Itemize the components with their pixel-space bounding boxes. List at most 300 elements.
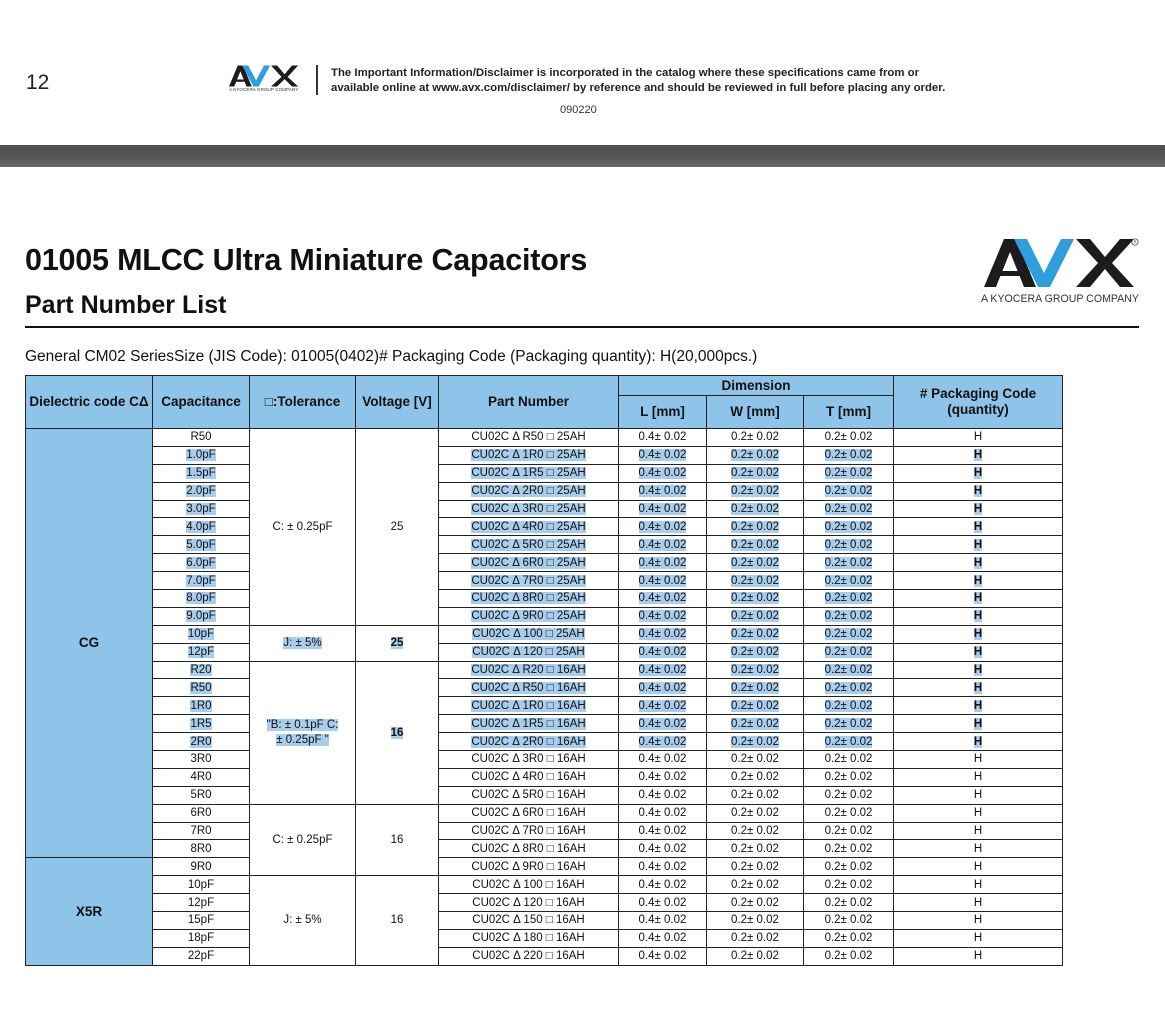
part-number-cell [439, 464, 619, 482]
selected-text: 0.4± 0.02 [638, 503, 687, 515]
dimension-w-cell: 0.2± 0.02 [707, 822, 804, 840]
part-number-cell: CU02C Δ 8R0 □ 16AH [439, 840, 619, 858]
part-number-cell [439, 625, 619, 643]
selected-text: 7.0pF [186, 574, 216, 587]
dimension-t-cell: 0.2± 0.02 [804, 768, 894, 786]
dimension-w-cell [707, 590, 804, 608]
dimension-l-cell [619, 643, 707, 661]
packaging-cell [894, 661, 1063, 679]
part-number-cell [439, 607, 619, 625]
dimension-t-cell [804, 643, 894, 661]
capacitance-cell: 3R0 [153, 751, 250, 769]
table-row [26, 947, 1063, 965]
part-number-cell: CU02C Δ 100 □ 16AH [439, 876, 619, 894]
dimension-t-cell: 0.2± 0.02 [804, 804, 894, 822]
capacitance-cell [153, 464, 250, 482]
part-number-cell [439, 661, 619, 679]
selected-text: 0.2± 0.02 [731, 556, 779, 569]
selected-text: 1.0pF [186, 449, 216, 462]
selected-text: 0.2± 0.02 [824, 592, 873, 605]
dimension-w-cell: 0.2± 0.02 [707, 768, 804, 786]
selected-text: 0.4± 0.02 [638, 628, 687, 641]
selected-text: H [973, 610, 983, 623]
dimension-l-cell: 0.4± 0.02 [619, 947, 707, 965]
selected-text: CU02C Δ R20 □ 16AH [471, 664, 586, 677]
part-number-cell: CU02C Δ 3R0 □ 16AH [439, 751, 619, 769]
dimension-t-cell: 0.2± 0.02 [804, 840, 894, 858]
selected-text: 0.4± 0.02 [638, 717, 687, 730]
table-row [26, 840, 1063, 858]
dimension-t-cell [804, 482, 894, 500]
table-row [26, 822, 1063, 840]
part-number-cell: CU02C Δ R50 □ 25AH [439, 429, 619, 447]
header-dielectric: Dielectric code CΔ [26, 376, 153, 429]
part-number-cell: CU02C Δ 6R0 □ 16AH [439, 804, 619, 822]
selected-text: 25 [390, 637, 404, 650]
dimension-w-cell [707, 733, 804, 751]
part-number-cell [439, 590, 619, 608]
capacitance-cell [153, 697, 250, 715]
selected-text: 0.2± 0.02 [731, 592, 779, 605]
selected-text: 0.2± 0.02 [731, 574, 779, 587]
packaging-cell [894, 500, 1063, 518]
svg-text:R: R [1133, 239, 1137, 245]
table-row [26, 607, 1063, 625]
packaging-cell: H [894, 840, 1063, 858]
selected-text: 0.2± 0.02 [824, 735, 873, 748]
selected-text: CU02C Δ 100 □ 25AH [472, 628, 585, 641]
selected-text: 12pF [187, 646, 215, 659]
packaging-cell [894, 625, 1063, 643]
header-divider [316, 65, 318, 95]
table-row [26, 661, 1063, 679]
part-number-cell [439, 643, 619, 661]
dimension-w-cell [707, 518, 804, 536]
dimension-l-cell: 0.4± 0.02 [619, 804, 707, 822]
selected-text: 1.5pF [186, 467, 216, 480]
dimension-l-cell: 0.4± 0.02 [619, 894, 707, 912]
part-number-cell [439, 536, 619, 554]
table-row [26, 482, 1063, 500]
dimension-w-cell [707, 482, 804, 500]
table-row [26, 429, 1063, 447]
selected-text: CU02C Δ 1R5 □ 25AH [471, 467, 586, 480]
table-row [26, 518, 1063, 536]
selected-text: 0.4± 0.02 [638, 538, 687, 551]
selected-text: 2R0 [190, 735, 212, 748]
packaging-cell [894, 590, 1063, 608]
table-row [26, 446, 1063, 464]
selected-text: H [973, 449, 983, 462]
dimension-t-cell: 0.2± 0.02 [804, 929, 894, 947]
dimension-t-cell [804, 661, 894, 679]
table-row [26, 786, 1063, 804]
selected-text: H [973, 628, 983, 641]
table-row [26, 679, 1063, 697]
table-row [26, 929, 1063, 947]
capacitance-cell: 4R0 [153, 768, 250, 786]
selected-text: CU02C Δ 8R0 □ 25AH [471, 592, 586, 605]
selected-text: 0.2± 0.02 [731, 735, 779, 748]
dimension-t-cell: 0.2± 0.02 [804, 751, 894, 769]
selected-text: 0.2± 0.02 [731, 699, 779, 712]
part-number-cell [439, 715, 619, 733]
capacitance-cell [153, 554, 250, 572]
packaging-cell [894, 464, 1063, 482]
capacitance-cell [153, 679, 250, 697]
part-number-cell [439, 733, 619, 751]
selected-text: 0.2± 0.02 [824, 449, 873, 462]
selected-text: 0.2± 0.02 [824, 646, 873, 659]
selected-text: CU02C Δ 2R0 □ 25AH [471, 485, 586, 498]
dimension-l-cell [619, 733, 707, 751]
avx-logo-icon [980, 235, 1140, 290]
part-number-cell [439, 554, 619, 572]
packaging-cell [894, 697, 1063, 715]
dimension-t-cell [804, 536, 894, 554]
selected-text: 16 [390, 726, 404, 739]
dimension-w-cell: 0.2± 0.02 [707, 894, 804, 912]
dimension-t-cell [804, 590, 894, 608]
table-row [26, 715, 1063, 733]
selected-text: 0.2± 0.02 [731, 681, 779, 694]
packaging-cell [894, 554, 1063, 572]
table-row [26, 912, 1063, 930]
selected-text: CU02C Δ 1R5 □ 16AH [471, 717, 586, 730]
packaging-cell [894, 536, 1063, 554]
selected-text: H [973, 467, 983, 480]
part-number-table [25, 375, 1063, 966]
voltage-cell [356, 661, 439, 804]
dimension-l-cell [619, 697, 707, 715]
dimension-w-cell [707, 679, 804, 697]
selected-text: 0.2± 0.02 [824, 628, 873, 641]
disclaimer-line-1: The Important Information/Disclaimer is incorporated in the catalog where these specifications came from or [331, 67, 920, 79]
table-row [26, 697, 1063, 715]
table-header-row [26, 376, 1063, 396]
dimension-l-cell: 0.4± 0.02 [619, 858, 707, 876]
dimension-t-cell: 0.2± 0.02 [804, 894, 894, 912]
capacitance-cell: 15pF [153, 912, 250, 930]
packaging-cell [894, 518, 1063, 536]
dimension-t-cell: 0.2± 0.02 [804, 858, 894, 876]
voltage-cell: 16 [356, 804, 439, 876]
selected-text: H [973, 538, 983, 551]
selected-text: 0.2± 0.02 [824, 485, 873, 498]
tolerance-cell: C: ± 0.25pF [250, 804, 356, 876]
packaging-cell: H [894, 876, 1063, 894]
general-info: General CM02 SeriesSize (JIS Code): 01005(0402)# Packaging Code (Packaging quantity): H(20,000pcs.) [25, 348, 758, 365]
page-number: 12 [26, 71, 50, 94]
selected-text: 0.4± 0.02 [638, 485, 687, 498]
dimension-l-cell: 0.4± 0.02 [619, 768, 707, 786]
packaging-cell: H [894, 804, 1063, 822]
packaging-cell: H [894, 858, 1063, 876]
selected-text: H [973, 664, 983, 677]
dimension-t-cell: 0.2± 0.02 [804, 876, 894, 894]
table-row [26, 768, 1063, 786]
selected-text: 3.0pF [186, 503, 216, 515]
dimension-w-cell [707, 464, 804, 482]
dimension-t-cell: 0.2± 0.02 [804, 947, 894, 965]
packaging-cell [894, 733, 1063, 751]
capacitance-cell: 8R0 [153, 840, 250, 858]
part-number-cell [439, 500, 619, 518]
dimension-w-cell [707, 554, 804, 572]
selected-text: 0.4± 0.02 [638, 449, 687, 462]
packaging-cell: H [894, 429, 1063, 447]
capacitance-cell [153, 625, 250, 643]
part-number-cell [439, 679, 619, 697]
dimension-l-cell [619, 679, 707, 697]
selected-text: 0.2± 0.02 [731, 610, 779, 623]
header-capacitance: Capacitance [153, 376, 250, 429]
selected-text: 0.2± 0.02 [824, 664, 873, 677]
selected-text: 0.4± 0.02 [638, 592, 687, 605]
header-t: T [mm] [804, 396, 894, 429]
dimension-t-cell: 0.2± 0.02 [804, 822, 894, 840]
packaging-cell: H [894, 912, 1063, 930]
brand-tagline: A KYOCERA GROUP COMPANY [981, 293, 1139, 305]
dimension-t-cell [804, 697, 894, 715]
dimension-t-cell [804, 733, 894, 751]
dimension-t-cell: 0.2± 0.02 [804, 912, 894, 930]
selected-text: CU02C Δ 4R0 □ 25AH [471, 520, 586, 533]
selected-text: 0.2± 0.02 [731, 664, 779, 677]
capacitance-cell: 12pF [153, 894, 250, 912]
dimension-t-cell [804, 554, 894, 572]
selected-text: 0.2± 0.02 [824, 681, 873, 694]
capacitance-cell: R50 [153, 429, 250, 447]
selected-text: H [973, 574, 983, 587]
dimension-l-cell: 0.4± 0.02 [619, 786, 707, 804]
dimension-w-cell: 0.2± 0.02 [707, 858, 804, 876]
part-number-cell: CU02C Δ 9R0 □ 16AH [439, 858, 619, 876]
selected-text: 0.2± 0.02 [824, 717, 873, 730]
dimension-t-cell [804, 715, 894, 733]
dimension-w-cell [707, 500, 804, 518]
selected-text: R50 [190, 681, 212, 694]
dimension-w-cell: 0.2± 0.02 [707, 429, 804, 447]
selected-text: 6.0pF [186, 556, 216, 569]
selected-text: 0.2± 0.02 [731, 449, 779, 462]
table-row [26, 751, 1063, 769]
selected-text: 0.4± 0.02 [638, 681, 687, 694]
selected-text: 0.2± 0.02 [824, 503, 873, 515]
dimension-w-cell [707, 536, 804, 554]
table-row [26, 500, 1063, 518]
dimension-w-cell [707, 607, 804, 625]
part-number-cell: CU02C Δ 150 □ 16AH [439, 912, 619, 930]
capacitance-cell [153, 446, 250, 464]
selected-text: 0.2± 0.02 [731, 520, 779, 533]
dimension-l-cell: 0.4± 0.02 [619, 429, 707, 447]
packaging-cell: H [894, 929, 1063, 947]
dimension-w-cell: 0.2± 0.02 [707, 929, 804, 947]
voltage-cell [356, 625, 439, 661]
selected-text: CU02C Δ 5R0 □ 25AH [471, 538, 586, 551]
selected-text: 0.4± 0.02 [638, 646, 687, 659]
part-number-cell: CU02C Δ 4R0 □ 16AH [439, 768, 619, 786]
tolerance-cell [250, 625, 356, 661]
part-number-cell [439, 697, 619, 715]
dimension-w-cell: 0.2± 0.02 [707, 947, 804, 965]
dimension-t-cell [804, 500, 894, 518]
packaging-cell [894, 446, 1063, 464]
selected-text: 0.2± 0.02 [731, 485, 779, 498]
dimension-w-cell [707, 715, 804, 733]
capacitance-cell [153, 643, 250, 661]
selected-text: 5.0pF [186, 538, 216, 551]
packaging-cell: H [894, 768, 1063, 786]
tolerance-cell: C: ± 0.25pF [250, 429, 356, 626]
capacitance-cell: 22pF [153, 947, 250, 965]
dimension-l-cell: 0.4± 0.02 [619, 751, 707, 769]
selected-text: 0.2± 0.02 [731, 538, 779, 551]
part-number-cell: CU02C Δ 5R0 □ 16AH [439, 786, 619, 804]
selected-text: 10pF [187, 628, 215, 641]
packaging-cell [894, 607, 1063, 625]
dielectric-cell: X5R [26, 858, 153, 965]
header-bar [0, 145, 1165, 167]
part-number-cell: CU02C Δ 7R0 □ 16AH [439, 822, 619, 840]
dimension-t-cell [804, 607, 894, 625]
selected-text: 0.4± 0.02 [638, 735, 687, 748]
dimension-w-cell: 0.2± 0.02 [707, 876, 804, 894]
selected-text: H [973, 717, 983, 730]
part-number-cell: CU02C Δ 220 □ 16AH [439, 947, 619, 965]
title-divider [25, 326, 1139, 328]
disclaimer [331, 66, 971, 95]
capacitance-cell: 10pF [153, 876, 250, 894]
dimension-t-cell: 0.2± 0.02 [804, 429, 894, 447]
dimension-l-cell: 0.4± 0.02 [619, 876, 707, 894]
packaging-cell [894, 643, 1063, 661]
dimension-w-cell [707, 572, 804, 590]
selected-text: CU02C Δ 1R0 □ 25AH [471, 449, 586, 462]
voltage-cell: 16 [356, 876, 439, 965]
dimension-t-cell [804, 572, 894, 590]
packaging-cell: H [894, 751, 1063, 769]
selected-text: 0.4± 0.02 [638, 610, 687, 623]
dimension-w-cell [707, 625, 804, 643]
packaging-cell [894, 482, 1063, 500]
dimension-t-cell [804, 679, 894, 697]
selected-text: 0.4± 0.02 [638, 556, 687, 569]
selected-text: 0.2± 0.02 [731, 467, 779, 480]
dimension-l-cell [619, 661, 707, 679]
dimension-l-cell [619, 518, 707, 536]
capacitance-cell: 7R0 [153, 822, 250, 840]
avx-logo-large [980, 235, 1140, 305]
selected-text: 0.2± 0.02 [731, 503, 779, 515]
selected-text: 4.0pF [186, 520, 216, 533]
packaging-cell: H [894, 822, 1063, 840]
dimension-l-cell [619, 625, 707, 643]
capacitance-cell [153, 518, 250, 536]
logo-subtext: A KYOCERA GROUP COMPANY [229, 87, 299, 92]
selected-text: 0.2± 0.02 [824, 520, 873, 533]
selected-text: J: ± 5% [283, 637, 322, 650]
table-row [26, 643, 1063, 661]
selected-text: 0.2± 0.02 [731, 628, 779, 641]
selected-text: CU02C Δ 6R0 □ 25AH [471, 556, 586, 569]
selected-text: R20 [190, 664, 212, 677]
selected-text: 1R5 [190, 717, 212, 730]
selected-text: 2.0pF [186, 485, 216, 498]
table-row [26, 894, 1063, 912]
selected-text: 9.0pF [186, 610, 216, 623]
selected-text: H [973, 646, 983, 659]
selected-text: 0.2± 0.02 [824, 574, 873, 587]
dimension-l-cell [619, 607, 707, 625]
selected-text: 0.2± 0.02 [824, 467, 873, 480]
page-header [0, 0, 1165, 145]
table-row [26, 876, 1063, 894]
dimension-l-cell [619, 554, 707, 572]
selected-text: H [973, 735, 983, 748]
packaging-cell: H [894, 786, 1063, 804]
dimension-w-cell: 0.2± 0.02 [707, 912, 804, 930]
avx-logo-small [229, 65, 301, 92]
avx-logo-icon [229, 65, 299, 87]
dimension-l-cell [619, 446, 707, 464]
header-l: L [mm] [619, 396, 707, 429]
document-code: 090220 [560, 104, 597, 116]
selected-text: 0.4± 0.02 [638, 467, 687, 480]
selected-text: CU02C Δ 9R0 □ 25AH [471, 610, 586, 623]
capacitance-cell [153, 590, 250, 608]
selected-text: H [973, 556, 983, 569]
selected-text: CU02C Δ R50 □ 16AH [471, 681, 586, 694]
dimension-t-cell [804, 625, 894, 643]
dimension-w-cell: 0.2± 0.02 [707, 786, 804, 804]
selected-text: CU02C Δ 120 □ 25AH [472, 646, 585, 659]
dimension-l-cell: 0.4± 0.02 [619, 912, 707, 930]
table-row [26, 590, 1063, 608]
packaging-cell [894, 715, 1063, 733]
selected-text: H [973, 520, 983, 533]
table-row [26, 554, 1063, 572]
header-tolerance: □:Tolerance [250, 376, 356, 429]
dimension-t-cell [804, 518, 894, 536]
capacitance-cell [153, 482, 250, 500]
selected-text: 0.2± 0.02 [824, 556, 873, 569]
dimension-l-cell: 0.4± 0.02 [619, 840, 707, 858]
selected-text: 0.2± 0.02 [824, 610, 873, 623]
table-row [26, 625, 1063, 643]
capacitance-cell [153, 715, 250, 733]
dimension-w-cell: 0.2± 0.02 [707, 804, 804, 822]
page-title: 01005 MLCC Ultra Miniature Capacitors [25, 243, 588, 277]
selected-text: CU02C Δ 2R0 □ 16AH [471, 735, 586, 748]
selected-text: 0.2± 0.02 [731, 646, 779, 659]
part-number-cell: CU02C Δ 180 □ 16AH [439, 929, 619, 947]
capacitance-cell: 5R0 [153, 786, 250, 804]
selected-text: CU02C Δ 1R0 □ 16AH [471, 699, 586, 712]
capacitance-cell [153, 500, 250, 518]
dielectric-cell: CG [26, 429, 153, 858]
dimension-l-cell: 0.4± 0.02 [619, 929, 707, 947]
packaging-cell [894, 679, 1063, 697]
selected-text: 0.2± 0.02 [824, 538, 873, 551]
capacitance-cell [153, 661, 250, 679]
disclaimer-line-2: available online at www.avx.com/disclaimer/ by reference and should be reviewed in full before placing any order. [331, 81, 946, 94]
selected-text: 0.2± 0.02 [731, 717, 779, 730]
selected-text: 0.4± 0.02 [638, 574, 687, 587]
table-row [26, 536, 1063, 554]
selected-text: 0.4± 0.02 [638, 520, 687, 533]
